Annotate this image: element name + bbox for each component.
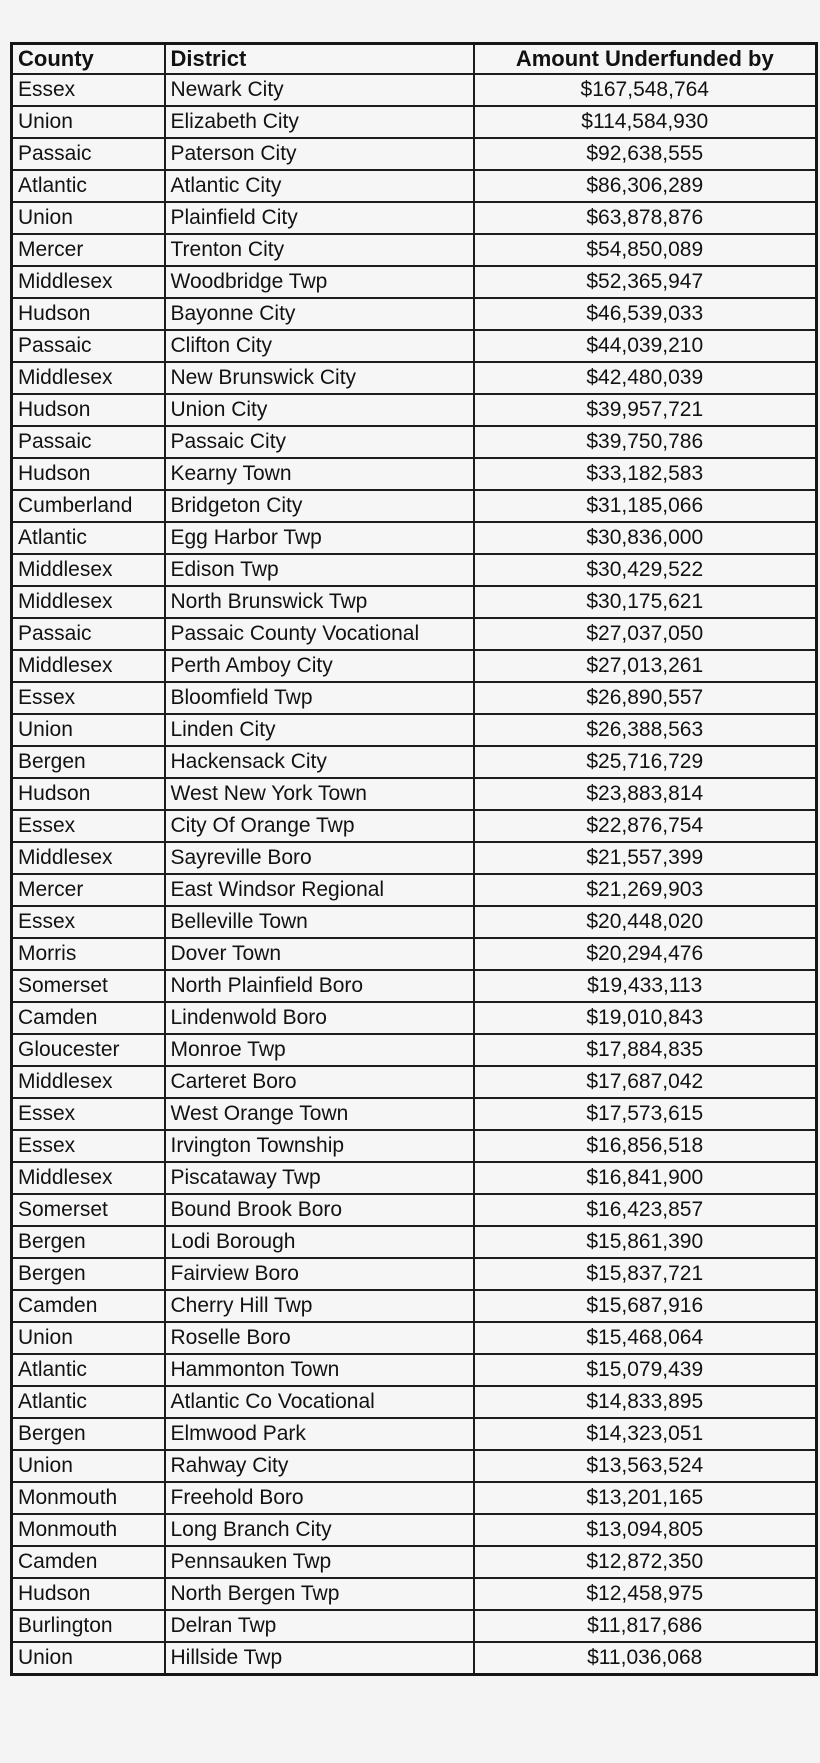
table-row: [12, 106, 817, 138]
amount-cell: $16,856,518: [474, 1130, 817, 1162]
district-cell: Elmwood Park: [165, 1418, 474, 1450]
district-cell: West New York Town: [165, 778, 474, 810]
county-cell: Atlantic: [12, 1386, 165, 1418]
table-row: [12, 458, 817, 490]
amount-cell: $39,750,786: [474, 426, 817, 458]
table-row: [12, 1130, 817, 1162]
district-cell: Monroe Twp: [165, 1034, 474, 1066]
table-row: [12, 1066, 817, 1098]
county-cell: Atlantic: [12, 522, 165, 554]
table-row: [12, 1034, 817, 1066]
county-cell: Union: [12, 106, 165, 138]
county-cell: Middlesex: [12, 842, 165, 874]
county-cell: Hudson: [12, 778, 165, 810]
county-cell: Middlesex: [12, 586, 165, 618]
district-cell: Kearny Town: [165, 458, 474, 490]
table-row: [12, 1162, 817, 1194]
county-cell: Middlesex: [12, 1162, 165, 1194]
table-row: [12, 1354, 817, 1386]
district-cell: Lodi Borough: [165, 1226, 474, 1258]
district-cell: Trenton City: [165, 234, 474, 266]
table-row: [12, 810, 817, 842]
table-header: [12, 44, 817, 75]
county-cell: Camden: [12, 1546, 165, 1578]
district-cell: Cherry Hill Twp: [165, 1290, 474, 1322]
table-row: [12, 874, 817, 906]
amount-cell: $21,269,903: [474, 874, 817, 906]
district-cell: Plainfield City: [165, 202, 474, 234]
amount-cell: $23,883,814: [474, 778, 817, 810]
district-cell: Passaic City: [165, 426, 474, 458]
table-row: [12, 842, 817, 874]
amount-cell: $30,429,522: [474, 554, 817, 586]
county-cell: Camden: [12, 1002, 165, 1034]
district-cell: Rahway City: [165, 1450, 474, 1482]
table-row: [12, 618, 817, 650]
county-cell: Hudson: [12, 298, 165, 330]
district-cell: Belleville Town: [165, 906, 474, 938]
district-cell: Hillside Twp: [165, 1642, 474, 1675]
county-cell: Hudson: [12, 458, 165, 490]
table-row: [12, 682, 817, 714]
amount-cell: $13,094,805: [474, 1514, 817, 1546]
district-cell: Edison Twp: [165, 554, 474, 586]
table-row: [12, 1482, 817, 1514]
table-row: [12, 426, 817, 458]
district-cell: Hackensack City: [165, 746, 474, 778]
table-row: [12, 490, 817, 522]
amount-cell: $42,480,039: [474, 362, 817, 394]
district-cell: City Of Orange Twp: [165, 810, 474, 842]
amount-cell: $14,833,895: [474, 1386, 817, 1418]
district-cell: Newark City: [165, 74, 474, 106]
district-cell: Hammonton Town: [165, 1354, 474, 1386]
amount-cell: $14,323,051: [474, 1418, 817, 1450]
county-cell: Morris: [12, 938, 165, 970]
district-cell: Linden City: [165, 714, 474, 746]
amount-cell: $46,539,033: [474, 298, 817, 330]
county-cell: Atlantic: [12, 1354, 165, 1386]
amount-cell: $15,861,390: [474, 1226, 817, 1258]
table-row: [12, 138, 817, 170]
district-cell: Woodbridge Twp: [165, 266, 474, 298]
table-row: [12, 970, 817, 1002]
district-cell: Egg Harbor Twp: [165, 522, 474, 554]
amount-cell: $27,037,050: [474, 618, 817, 650]
county-cell: Mercer: [12, 234, 165, 266]
amount-cell: $31,185,066: [474, 490, 817, 522]
district-cell: North Brunswick Twp: [165, 586, 474, 618]
county-cell: Middlesex: [12, 362, 165, 394]
district-cell: Long Branch City: [165, 1514, 474, 1546]
county-cell: Essex: [12, 682, 165, 714]
table-row: [12, 1002, 817, 1034]
amount-cell: $25,716,729: [474, 746, 817, 778]
table-row: [12, 1450, 817, 1482]
county-cell: Somerset: [12, 1194, 165, 1226]
amount-cell: $11,036,068: [474, 1642, 817, 1675]
district-cell: Bayonne City: [165, 298, 474, 330]
amount-cell: $12,458,975: [474, 1578, 817, 1610]
district-cell: Elizabeth City: [165, 106, 474, 138]
county-cell: Essex: [12, 1098, 165, 1130]
district-cell: Union City: [165, 394, 474, 426]
amount-cell: $17,884,835: [474, 1034, 817, 1066]
table-row: [12, 202, 817, 234]
amount-cell: $167,548,764: [474, 74, 817, 106]
amount-cell: $63,878,876: [474, 202, 817, 234]
table-row: [12, 1322, 817, 1354]
county-cell: Monmouth: [12, 1514, 165, 1546]
table-row: [12, 330, 817, 362]
district-cell: Bound Brook Boro: [165, 1194, 474, 1226]
underfunding-table: [10, 42, 818, 1676]
district-column-header: District: [165, 44, 474, 75]
district-cell: Pennsauken Twp: [165, 1546, 474, 1578]
county-cell: Essex: [12, 1130, 165, 1162]
table-row: [12, 266, 817, 298]
district-cell: Atlantic Co Vocational: [165, 1386, 474, 1418]
county-cell: Hudson: [12, 1578, 165, 1610]
amount-column-header: Amount Underfunded by: [474, 44, 817, 75]
amount-cell: $20,448,020: [474, 906, 817, 938]
amount-cell: $19,433,113: [474, 970, 817, 1002]
table-row: [12, 234, 817, 266]
table-row: [12, 298, 817, 330]
county-cell: Gloucester: [12, 1034, 165, 1066]
county-cell: Mercer: [12, 874, 165, 906]
district-cell: Perth Amboy City: [165, 650, 474, 682]
district-cell: Bloomfield Twp: [165, 682, 474, 714]
amount-cell: $26,388,563: [474, 714, 817, 746]
county-cell: Monmouth: [12, 1482, 165, 1514]
table-row: [12, 1578, 817, 1610]
district-cell: West Orange Town: [165, 1098, 474, 1130]
amount-cell: $15,837,721: [474, 1258, 817, 1290]
district-cell: Sayreville Boro: [165, 842, 474, 874]
table-row: [12, 362, 817, 394]
county-cell: Cumberland: [12, 490, 165, 522]
underfunding-table-container: [10, 42, 815, 1676]
amount-cell: $21,557,399: [474, 842, 817, 874]
amount-cell: $92,638,555: [474, 138, 817, 170]
amount-cell: $54,850,089: [474, 234, 817, 266]
county-cell: Bergen: [12, 1258, 165, 1290]
table-row: [12, 522, 817, 554]
county-cell: Burlington: [12, 1610, 165, 1642]
table-row: [12, 1194, 817, 1226]
district-cell: Passaic County Vocational: [165, 618, 474, 650]
table-row: [12, 1514, 817, 1546]
district-cell: North Bergen Twp: [165, 1578, 474, 1610]
amount-cell: $39,957,721: [474, 394, 817, 426]
amount-cell: $44,039,210: [474, 330, 817, 362]
table-row: [12, 650, 817, 682]
district-cell: Paterson City: [165, 138, 474, 170]
table-row: [12, 586, 817, 618]
district-cell: Roselle Boro: [165, 1322, 474, 1354]
district-cell: Carteret Boro: [165, 1066, 474, 1098]
amount-cell: $114,584,930: [474, 106, 817, 138]
table-row: [12, 1386, 817, 1418]
table-row: [12, 1610, 817, 1642]
amount-cell: $20,294,476: [474, 938, 817, 970]
amount-cell: $86,306,289: [474, 170, 817, 202]
county-cell: Bergen: [12, 1226, 165, 1258]
district-cell: Dover Town: [165, 938, 474, 970]
amount-cell: $19,010,843: [474, 1002, 817, 1034]
table-body: [12, 74, 817, 1675]
district-cell: Lindenwold Boro: [165, 1002, 474, 1034]
table-row: [12, 714, 817, 746]
amount-cell: $52,365,947: [474, 266, 817, 298]
county-cell: Union: [12, 1642, 165, 1675]
county-cell: Somerset: [12, 970, 165, 1002]
district-cell: North Plainfield Boro: [165, 970, 474, 1002]
county-cell: Union: [12, 1450, 165, 1482]
district-cell: Freehold Boro: [165, 1482, 474, 1514]
district-cell: Fairview Boro: [165, 1258, 474, 1290]
county-cell: Passaic: [12, 618, 165, 650]
district-cell: East Windsor Regional: [165, 874, 474, 906]
amount-cell: $12,872,350: [474, 1546, 817, 1578]
county-cell: Passaic: [12, 330, 165, 362]
county-cell: Passaic: [12, 426, 165, 458]
amount-cell: $17,573,615: [474, 1098, 817, 1130]
district-cell: Piscataway Twp: [165, 1162, 474, 1194]
table-row: [12, 1098, 817, 1130]
district-cell: Atlantic City: [165, 170, 474, 202]
amount-cell: $15,468,064: [474, 1322, 817, 1354]
county-cell: Middlesex: [12, 266, 165, 298]
amount-cell: $15,079,439: [474, 1354, 817, 1386]
amount-cell: $30,836,000: [474, 522, 817, 554]
county-column-header: County: [12, 44, 165, 75]
table-row: [12, 74, 817, 106]
amount-cell: $30,175,621: [474, 586, 817, 618]
district-cell: New Brunswick City: [165, 362, 474, 394]
table-row: [12, 746, 817, 778]
county-cell: Union: [12, 202, 165, 234]
table-row: [12, 1418, 817, 1450]
header-row: [12, 44, 817, 75]
county-cell: Camden: [12, 1290, 165, 1322]
county-cell: Essex: [12, 74, 165, 106]
county-cell: Essex: [12, 906, 165, 938]
table-row: [12, 906, 817, 938]
amount-cell: $27,013,261: [474, 650, 817, 682]
table-row: [12, 938, 817, 970]
amount-cell: $33,182,583: [474, 458, 817, 490]
amount-cell: $16,423,857: [474, 1194, 817, 1226]
table-row: [12, 170, 817, 202]
table-row: [12, 554, 817, 586]
amount-cell: $13,563,524: [474, 1450, 817, 1482]
county-cell: Bergen: [12, 746, 165, 778]
table-row: [12, 394, 817, 426]
county-cell: Middlesex: [12, 650, 165, 682]
amount-cell: $11,817,686: [474, 1610, 817, 1642]
county-cell: Essex: [12, 810, 165, 842]
table-row: [12, 1546, 817, 1578]
table-row: [12, 778, 817, 810]
amount-cell: $13,201,165: [474, 1482, 817, 1514]
district-cell: Irvington Township: [165, 1130, 474, 1162]
county-cell: Union: [12, 714, 165, 746]
amount-cell: $15,687,916: [474, 1290, 817, 1322]
county-cell: Union: [12, 1322, 165, 1354]
district-cell: Bridgeton City: [165, 490, 474, 522]
table-row: [12, 1258, 817, 1290]
amount-cell: $22,876,754: [474, 810, 817, 842]
county-cell: Atlantic: [12, 170, 165, 202]
county-cell: Middlesex: [12, 554, 165, 586]
county-cell: Passaic: [12, 138, 165, 170]
amount-cell: $26,890,557: [474, 682, 817, 714]
county-cell: Bergen: [12, 1418, 165, 1450]
amount-cell: $17,687,042: [474, 1066, 817, 1098]
table-row: [12, 1290, 817, 1322]
district-cell: Delran Twp: [165, 1610, 474, 1642]
table-row: [12, 1226, 817, 1258]
amount-cell: $16,841,900: [474, 1162, 817, 1194]
district-cell: Clifton City: [165, 330, 474, 362]
county-cell: Middlesex: [12, 1066, 165, 1098]
table-row: [12, 1642, 817, 1675]
county-cell: Hudson: [12, 394, 165, 426]
